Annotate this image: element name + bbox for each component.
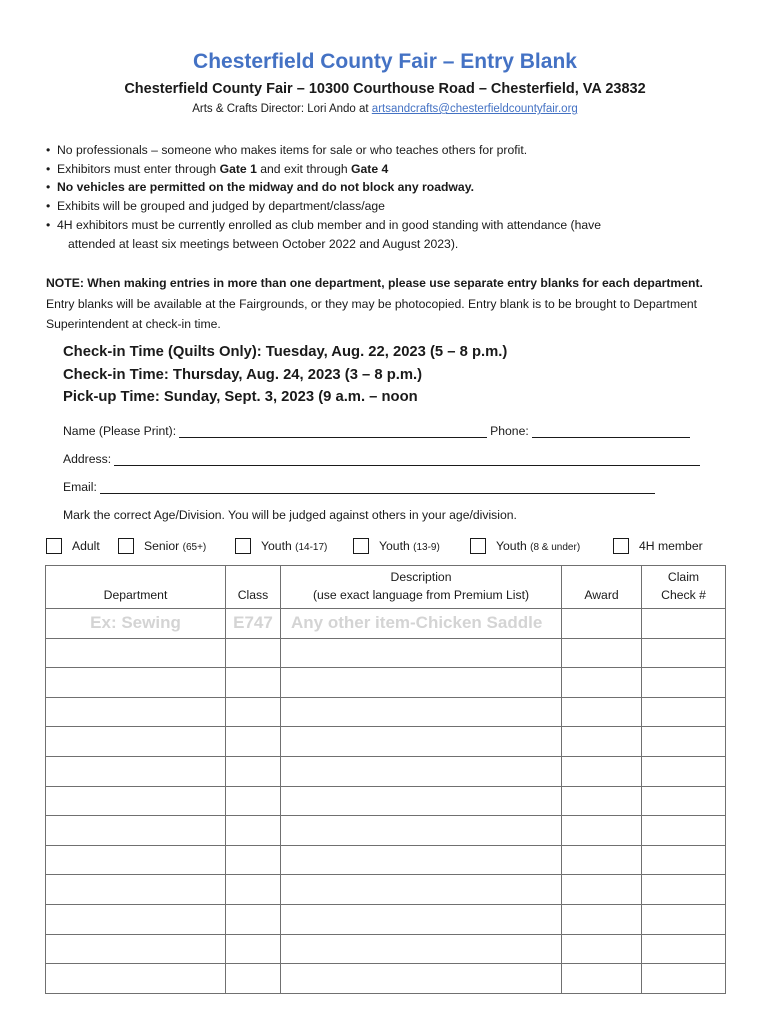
cell-department[interactable]	[46, 697, 226, 727]
director-prefix: Arts & Crafts Director: Lori Ando at	[192, 103, 372, 115]
cell-department[interactable]	[46, 668, 226, 698]
cell-award[interactable]	[562, 816, 642, 846]
senior-text: Senior	[144, 539, 180, 553]
address-label: Address:	[63, 452, 112, 466]
cell-department[interactable]	[46, 934, 226, 964]
cell-class[interactable]	[226, 756, 281, 786]
cell-class[interactable]	[226, 697, 281, 727]
table-row	[46, 727, 726, 757]
cell-award[interactable]	[562, 668, 642, 698]
header-award: Award	[562, 566, 642, 609]
cell-description[interactable]	[281, 638, 562, 668]
table-row	[46, 816, 726, 846]
cell-class[interactable]	[226, 904, 281, 934]
cell-description[interactable]	[281, 875, 562, 905]
youth-8-under-checkbox[interactable]	[470, 538, 486, 554]
rule-item	[46, 160, 736, 179]
table-row	[46, 845, 726, 875]
cell-class[interactable]	[226, 668, 281, 698]
table-row	[46, 756, 726, 786]
cell-class[interactable]	[226, 786, 281, 816]
cell-claim[interactable]	[642, 964, 726, 994]
phone-label: Phone:	[490, 424, 529, 438]
cell-award[interactable]	[562, 756, 642, 786]
address-input-line[interactable]	[114, 453, 700, 466]
director-line	[0, 103, 770, 115]
example-description: Any other item-Chicken Saddle	[281, 609, 562, 639]
table-row	[46, 875, 726, 905]
name-label: Name (Please Print):	[63, 424, 177, 438]
header-department: Department	[46, 566, 226, 609]
email-field	[63, 480, 655, 494]
rule-text-bold: No vehicles are permitted on the midway and do not block any roadway.	[57, 180, 474, 195]
example-department: Ex: Sewing	[46, 609, 226, 639]
youth-13-9-note: (13-9)	[413, 542, 440, 553]
senior-checkbox[interactable]	[118, 538, 134, 554]
4h-member-label: 4H member	[639, 539, 703, 553]
cell-claim[interactable]	[642, 816, 726, 846]
senior-label	[144, 539, 206, 553]
cell-department[interactable]	[46, 727, 226, 757]
youth-14-17-note: (14-17)	[295, 542, 328, 553]
cell-claim[interactable]	[642, 845, 726, 875]
name-input-line[interactable]	[179, 425, 487, 438]
cell-class[interactable]	[226, 727, 281, 757]
cell-class[interactable]	[226, 638, 281, 668]
cell-award[interactable]	[562, 697, 642, 727]
table-row	[46, 904, 726, 934]
cell-class[interactable]	[226, 845, 281, 875]
email-input-line[interactable]	[100, 481, 655, 494]
cell-department[interactable]	[46, 756, 226, 786]
cell-department[interactable]	[46, 845, 226, 875]
address-field	[63, 452, 700, 466]
age-instruction: Mark the correct Age/Division. You will be judged against others in your age/division.	[63, 508, 517, 522]
4h-member-checkbox[interactable]	[613, 538, 629, 554]
rule-text: Exhibitors must enter through	[57, 161, 220, 176]
youth-8-under-note: (8 & under)	[530, 542, 581, 553]
header-description-line2: (use exact language from Premium List)	[312, 588, 530, 602]
senior-note: (65+)	[182, 542, 207, 553]
cell-description[interactable]	[281, 934, 562, 964]
email-label: Email:	[63, 480, 97, 494]
cell-department[interactable]	[46, 904, 226, 934]
youth-13-9-checkbox[interactable]	[353, 538, 369, 554]
pickup-time: Pick-up Time: Sunday, Sept. 3, 2023 (9 a.m. – noon	[63, 389, 418, 405]
note-bold: NOTE: When making entries in more than one department, please use separate entry blanks for each department.	[46, 276, 703, 290]
gate-1: Gate 1	[219, 161, 257, 176]
note-text: Entry blanks will be available at the Fairgrounds, or they may be photocopied. Entry blank is to be brought to Department Superintendent at check-in time.	[46, 296, 698, 331]
rule-item: • No professionals – someone who makes items for sale or who teaches others for profit.	[46, 141, 736, 160]
table-row	[46, 934, 726, 964]
rules-list	[46, 141, 736, 253]
header-description-line1: Description	[390, 570, 452, 584]
cell-claim[interactable]	[642, 727, 726, 757]
rule-item: • Exhibits will be grouped and judged by department/class/age	[46, 197, 736, 216]
youth-8-under-label	[496, 539, 580, 553]
gate-4: Gate 4	[351, 161, 389, 176]
header-class: Class	[226, 566, 281, 609]
cell-claim[interactable]	[642, 786, 726, 816]
name-field	[63, 424, 690, 438]
cell-claim[interactable]	[642, 668, 726, 698]
table-row	[46, 638, 726, 668]
cell-description[interactable]	[281, 964, 562, 994]
cell-class[interactable]	[226, 816, 281, 846]
entry-table	[45, 565, 726, 994]
table-row	[46, 964, 726, 994]
header-claim-line1: Claim	[667, 570, 700, 584]
cell-department[interactable]	[46, 816, 226, 846]
header-claim	[642, 566, 726, 609]
rule-item: • 4H exhibitors must be currently enrolled as club member and in good standing with attendance (have	[46, 216, 736, 235]
cell-award[interactable]	[562, 845, 642, 875]
cell-description[interactable]	[281, 697, 562, 727]
cell-award[interactable]	[562, 875, 642, 905]
cell-department[interactable]	[46, 875, 226, 905]
cell-claim[interactable]	[642, 904, 726, 934]
cell-department[interactable]	[46, 964, 226, 994]
cell-description[interactable]	[281, 904, 562, 934]
rule-text: and exit through	[256, 161, 352, 176]
note-paragraph	[46, 273, 726, 335]
cell-award[interactable]	[562, 904, 642, 934]
example-row	[46, 609, 726, 639]
table-row	[46, 697, 726, 727]
youth-text: Youth	[261, 539, 292, 553]
cell-description[interactable]	[281, 845, 562, 875]
cell-department[interactable]	[46, 786, 226, 816]
cell-claim[interactable]	[642, 638, 726, 668]
example-class: E747	[226, 609, 281, 639]
cell-award[interactable]	[562, 638, 642, 668]
youth-14-17-checkbox[interactable]	[235, 538, 251, 554]
cell-claim[interactable]	[642, 875, 726, 905]
youth-13-9-label	[379, 539, 440, 553]
cell-description[interactable]	[281, 816, 562, 846]
cell-class[interactable]	[226, 875, 281, 905]
youth-text: Youth	[496, 539, 527, 553]
cell-description[interactable]	[281, 756, 562, 786]
youth-text: Youth	[379, 539, 410, 553]
cell-description[interactable]	[281, 727, 562, 757]
rule-item-continued: attended at least six meetings between October 2022 and August 2023).	[68, 236, 459, 251]
cell-award[interactable]	[562, 964, 642, 994]
cell-description[interactable]	[281, 786, 562, 816]
phone-input-line[interactable]	[532, 425, 690, 438]
cell-award[interactable]	[562, 786, 642, 816]
cell-claim[interactable]	[642, 934, 726, 964]
fair-address: Chesterfield County Fair – 10300 Courthouse Road – Chesterfield, VA 23832	[124, 81, 646, 97]
cell-award[interactable]	[562, 727, 642, 757]
rule-item	[46, 178, 736, 197]
example-award	[562, 609, 642, 639]
age-division-row	[46, 536, 736, 558]
cell-claim[interactable]	[642, 756, 726, 786]
youth-14-17-label	[261, 539, 327, 553]
cell-award[interactable]	[562, 934, 642, 964]
checkin-general: Check-in Time: Thursday, Aug. 24, 2023 (3 – 8 p.m.)	[63, 366, 423, 383]
adult-label: Adult	[72, 539, 100, 553]
example-claim	[642, 609, 726, 639]
schedule-times	[63, 341, 507, 409]
checkin-quilts: Check-in Time (Quilts Only): Tuesday, Aug. 22, 2023 (5 – 8 p.m.)	[63, 344, 508, 360]
table-row	[46, 786, 726, 816]
cell-claim[interactable]	[642, 697, 726, 727]
cell-class[interactable]	[226, 934, 281, 964]
table-header-row	[46, 566, 726, 609]
adult-checkbox[interactable]	[46, 538, 62, 554]
header-description	[281, 566, 562, 609]
page-title: Chesterfield County Fair – Entry Blank	[193, 50, 577, 73]
cell-description[interactable]	[281, 668, 562, 698]
cell-department[interactable]	[46, 638, 226, 668]
cell-class[interactable]	[226, 964, 281, 994]
header-claim-line2: Check #	[661, 588, 706, 602]
director-email-link[interactable]: artsandcrafts@chesterfieldcountyfair.org	[371, 103, 578, 115]
table-row	[46, 668, 726, 698]
